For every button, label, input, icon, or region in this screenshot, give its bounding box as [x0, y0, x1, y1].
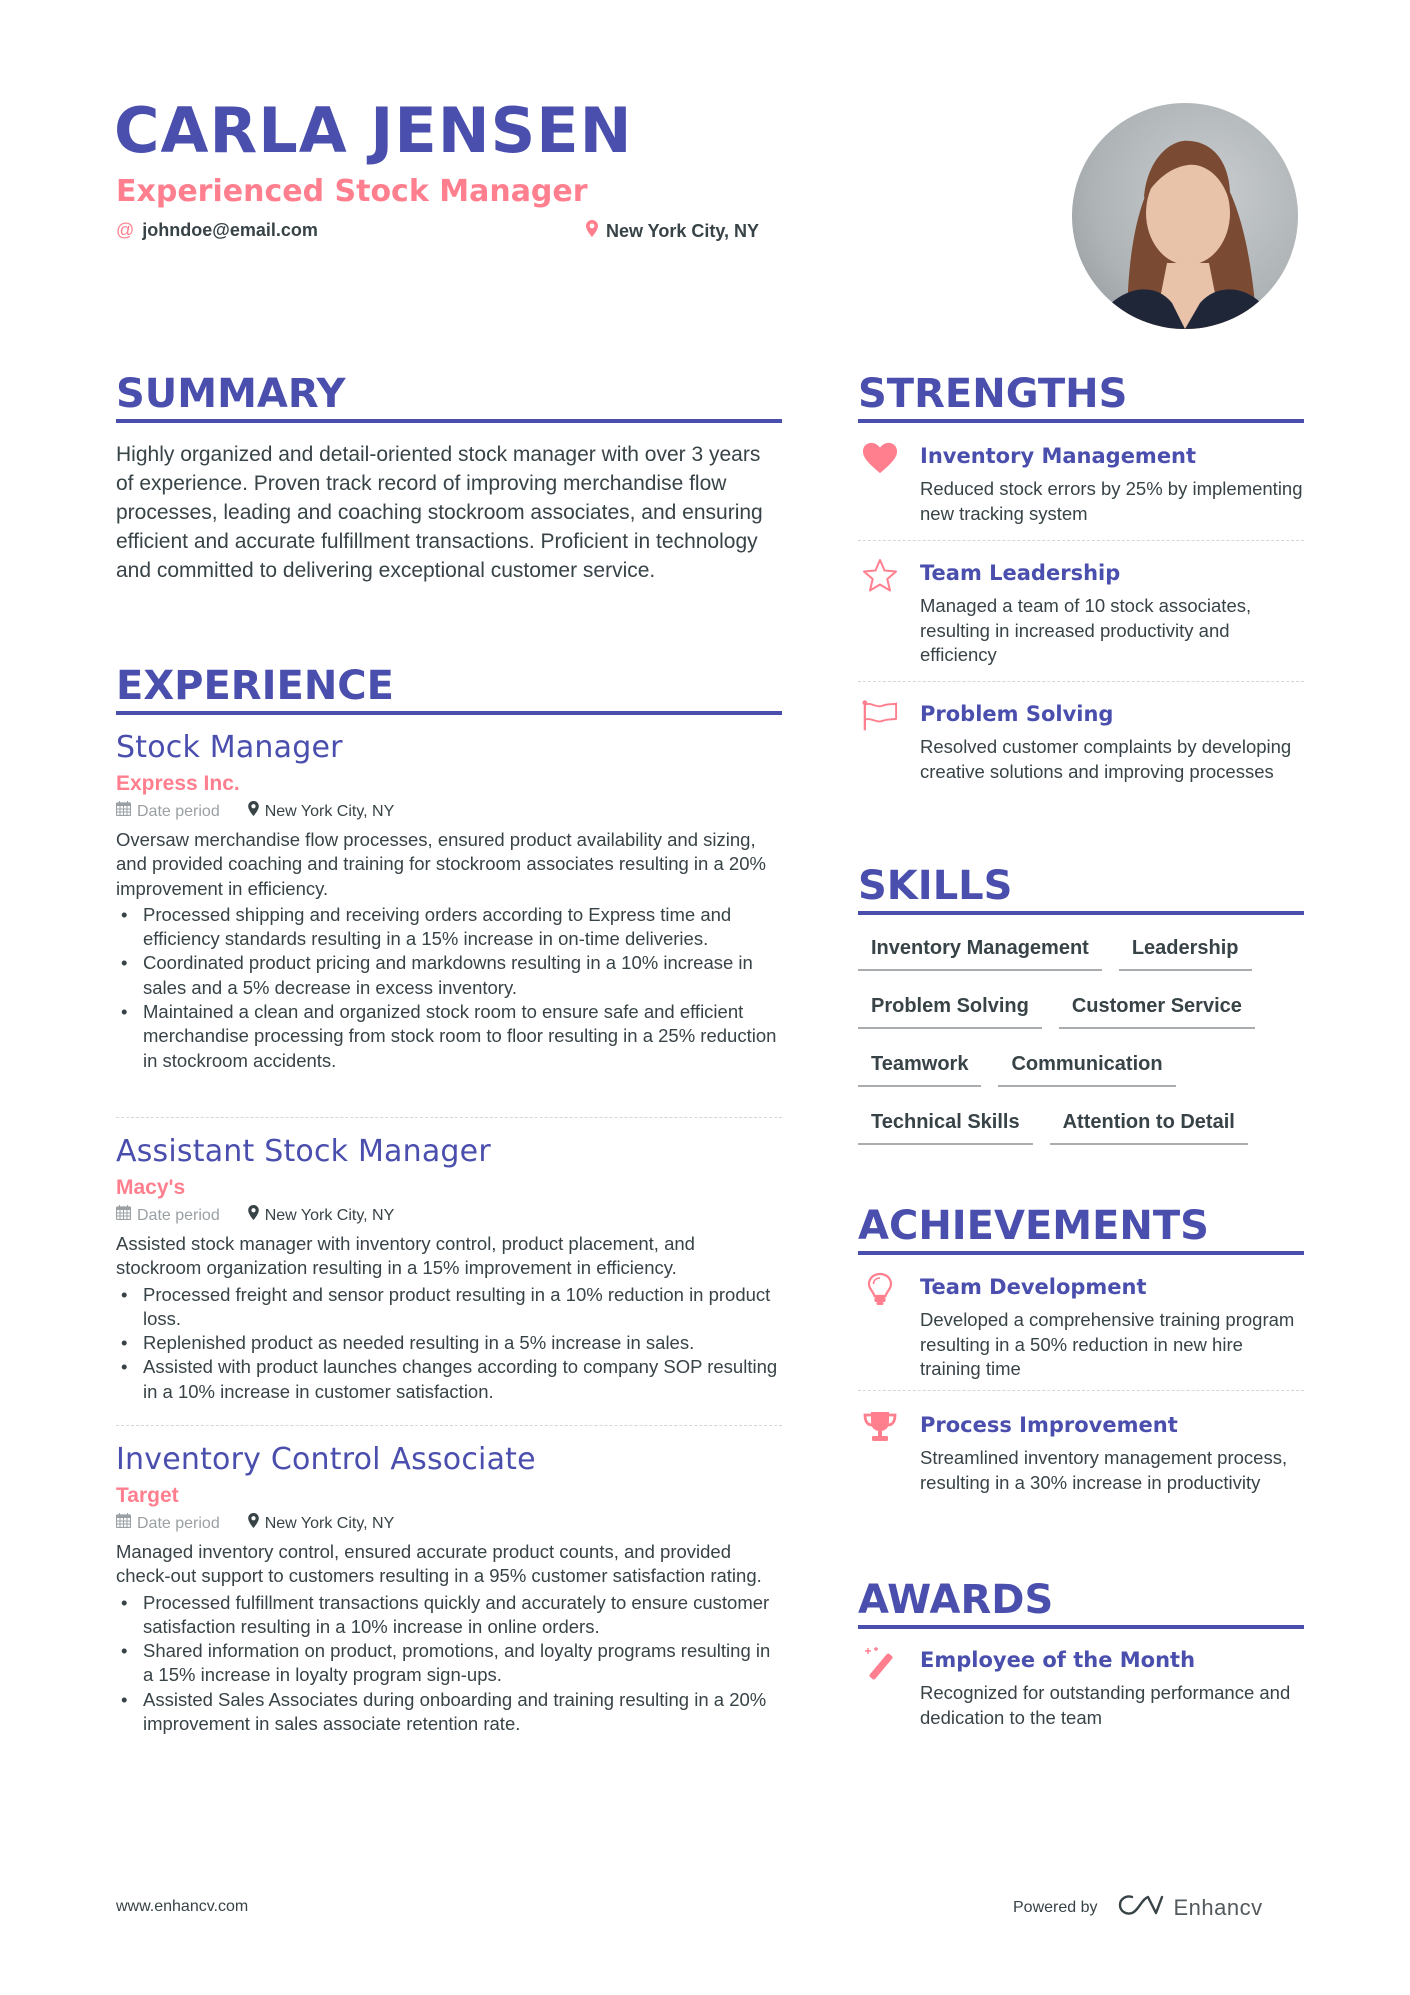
job-title: Assistant Stock Manager	[116, 1134, 491, 1169]
skill-chip: Customer Service	[1059, 993, 1255, 1029]
job-meta	[116, 1511, 782, 1537]
award-item	[858, 1645, 1304, 1730]
skills-heading: SKILLS	[858, 863, 1013, 909]
strength-title: Problem Solving	[920, 702, 1114, 726]
job-title: Inventory Control Associate	[116, 1442, 536, 1477]
map-pin-icon	[586, 220, 598, 242]
strength-item	[858, 699, 1304, 784]
map-pin-icon	[248, 1203, 259, 1229]
skill-chip: Problem Solving	[858, 993, 1042, 1029]
skill-chip: Technical Skills	[858, 1109, 1033, 1145]
job-bullet: • Replenished product as needed resulting in a 5% increase in sales.	[116, 1331, 782, 1355]
contact-location	[586, 220, 759, 242]
skill-chip: Leadership	[1119, 935, 1252, 971]
achievement-title: Team Development	[920, 1275, 1147, 1299]
skill-chip: Communication	[998, 1051, 1175, 1087]
job-bullet: • Processed freight and sensor product resulting in a 10% reduction in product loss.	[116, 1283, 782, 1332]
email-text: johndoe@email.com	[142, 220, 318, 240]
job-bullets	[116, 1591, 782, 1737]
map-pin-icon	[248, 1511, 259, 1537]
achievement-item	[858, 1272, 1304, 1382]
skill-row	[858, 993, 1304, 1051]
job-entry	[116, 1133, 782, 1404]
job-bullet: • Processed fulfillment transactions quickly and accurately to ensure customer satisfaction resulting in a 10% increase in online orders.	[116, 1591, 782, 1640]
job-entry	[116, 729, 782, 1073]
location-text: New York City, NY	[606, 220, 760, 241]
job-bullet: • Assisted with product launches changes according to company SOP resulting in a 10% increase in customer satisfaction.	[116, 1355, 782, 1404]
skill-row	[858, 1109, 1304, 1167]
achievement-text: Streamlined inventory management process, resulting in a 30% increase in productivity	[920, 1447, 1288, 1493]
summary-rule	[116, 419, 782, 423]
summary-heading: SUMMARY	[116, 371, 346, 417]
powered-by	[1013, 1893, 1263, 1923]
enhancv-logo-text: Enhancv	[1173, 1895, 1263, 1920]
job-location: New York City, NY	[264, 1515, 395, 1532]
strengths-rule	[858, 419, 1304, 423]
strength-text: Resolved customer complaints by developing creative solutions and improving processes	[920, 736, 1292, 782]
skills-list	[858, 935, 1304, 1167]
achievements-rule	[858, 1251, 1304, 1255]
job-date: Date period	[137, 1207, 220, 1224]
candidate-headline: Experienced Stock Manager	[116, 174, 588, 209]
achievement-text: Developed a comprehensive training program resulting in a 50% reduction in new hire training time	[920, 1309, 1295, 1379]
calendar-icon	[116, 1203, 131, 1229]
job-bullet: • Maintained a clean and organized stock room to ensure safe and efficient merchandise processing from stock room to floor resulting in a 25% reduction in stockroom accidents.	[116, 1000, 782, 1073]
map-pin-icon	[248, 799, 259, 825]
trophy-icon	[862, 1410, 898, 1446]
profile-photo	[1072, 103, 1298, 329]
job-company: Express Inc.	[116, 772, 240, 795]
strength-item	[858, 558, 1304, 668]
summary-text: Highly organized and detail-oriented stock manager with over 3 years of experience. Proven track record of improving merchandise flow processes, leading and coaching stockroom associates, and ensuring efficient and accurate fulfillment transactions. Proficient in technology and committed to delivering exceptional customer service.	[116, 443, 763, 582]
candidate-name: CARLA JENSEN	[114, 94, 633, 167]
strength-text: Managed a team of 10 stock associates, resulting in increased productivity and efficiency	[920, 595, 1252, 665]
job-bullet: • Coordinated product pricing and markdowns resulting in a 10% increase in sales and a 5% decrease in excess inventory.	[116, 951, 782, 1000]
strength-title: Team Leadership	[920, 561, 1121, 585]
skill-chip: Inventory Management	[858, 935, 1102, 971]
job-location: New York City, NY	[264, 1207, 395, 1224]
skill-chip: Teamwork	[858, 1051, 981, 1087]
enhancv-logo-icon	[1118, 1893, 1164, 1923]
strength-text: Reduced stock errors by 25% by implementing new tracking system	[920, 478, 1303, 524]
job-bullets	[116, 903, 782, 1073]
skill-row	[858, 935, 1304, 993]
award-text: Recognized for outstanding performance and dedication to the team	[920, 1682, 1291, 1728]
job-location: New York City, NY	[264, 803, 395, 820]
job-date: Date period	[137, 803, 220, 820]
skill-row	[858, 1051, 1304, 1109]
awards-rule	[858, 1625, 1304, 1629]
calendar-icon	[116, 799, 131, 825]
job-bullet: • Shared information on product, promotions, and loyalty programs resulting in a 15% increase in loyalty program sign-ups.	[116, 1639, 782, 1688]
at-icon: @	[116, 220, 135, 240]
skill-chip: Attention to Detail	[1050, 1109, 1248, 1145]
strength-divider	[858, 540, 1304, 541]
award-title: Employee of the Month	[920, 1648, 1196, 1672]
footer-url[interactable]: www.enhancv.com	[116, 1898, 249, 1915]
job-company: Macy's	[116, 1176, 186, 1199]
job-company: Target	[116, 1484, 179, 1507]
magic-wand-icon	[862, 1645, 898, 1681]
heart-icon	[862, 441, 898, 477]
job-description: Oversaw merchandise flow processes, ensured product availability and sizing, and provided coaching and training for stockroom associates resulting in a 20% improvement in efficiency.	[116, 829, 766, 899]
flag-icon	[862, 699, 898, 735]
job-bullet: • Assisted Sales Associates during onboarding and training resulting in a 20% improvement in sales associate retention rate.	[116, 1688, 782, 1737]
job-entry	[116, 1441, 782, 1736]
job-title: Stock Manager	[116, 730, 343, 765]
achievement-divider	[858, 1390, 1304, 1391]
powered-by-label: Powered by	[1013, 1899, 1098, 1916]
achievement-item	[858, 1410, 1304, 1495]
strength-item	[858, 441, 1304, 526]
achievement-title: Process Improvement	[920, 1413, 1178, 1437]
achievements-heading: ACHIEVEMENTS	[858, 1203, 1209, 1249]
job-date: Date period	[137, 1515, 220, 1532]
strengths-heading: STRENGTHS	[858, 371, 1128, 417]
job-divider	[116, 1425, 782, 1426]
contact-email[interactable]	[116, 220, 318, 241]
job-description: Assisted stock manager with inventory control, product placement, and stockroom organization resulting in a 15% improvement in efficiency.	[116, 1233, 695, 1279]
strength-title: Inventory Management	[920, 444, 1197, 468]
job-divider	[116, 1117, 782, 1118]
skills-rule	[858, 911, 1304, 915]
experience-rule	[116, 711, 782, 715]
job-bullets	[116, 1283, 782, 1404]
job-meta	[116, 799, 782, 825]
strength-divider	[858, 681, 1304, 682]
calendar-icon	[116, 1511, 131, 1537]
star-icon	[862, 558, 898, 594]
job-bullet: • Processed shipping and receiving orders according to Express time and efficiency standards resulting in a 15% increase in on-time deliveries.	[116, 903, 782, 952]
awards-heading: AWARDS	[858, 1577, 1054, 1623]
experience-heading: EXPERIENCE	[116, 663, 394, 709]
job-meta	[116, 1203, 782, 1229]
job-description: Managed inventory control, ensured accurate product counts, and provided check-out support to customers resulting in a 95% customer satisfaction rating.	[116, 1541, 762, 1587]
lightbulb-icon	[862, 1272, 898, 1308]
enhancv-logo[interactable]	[1118, 1893, 1263, 1923]
